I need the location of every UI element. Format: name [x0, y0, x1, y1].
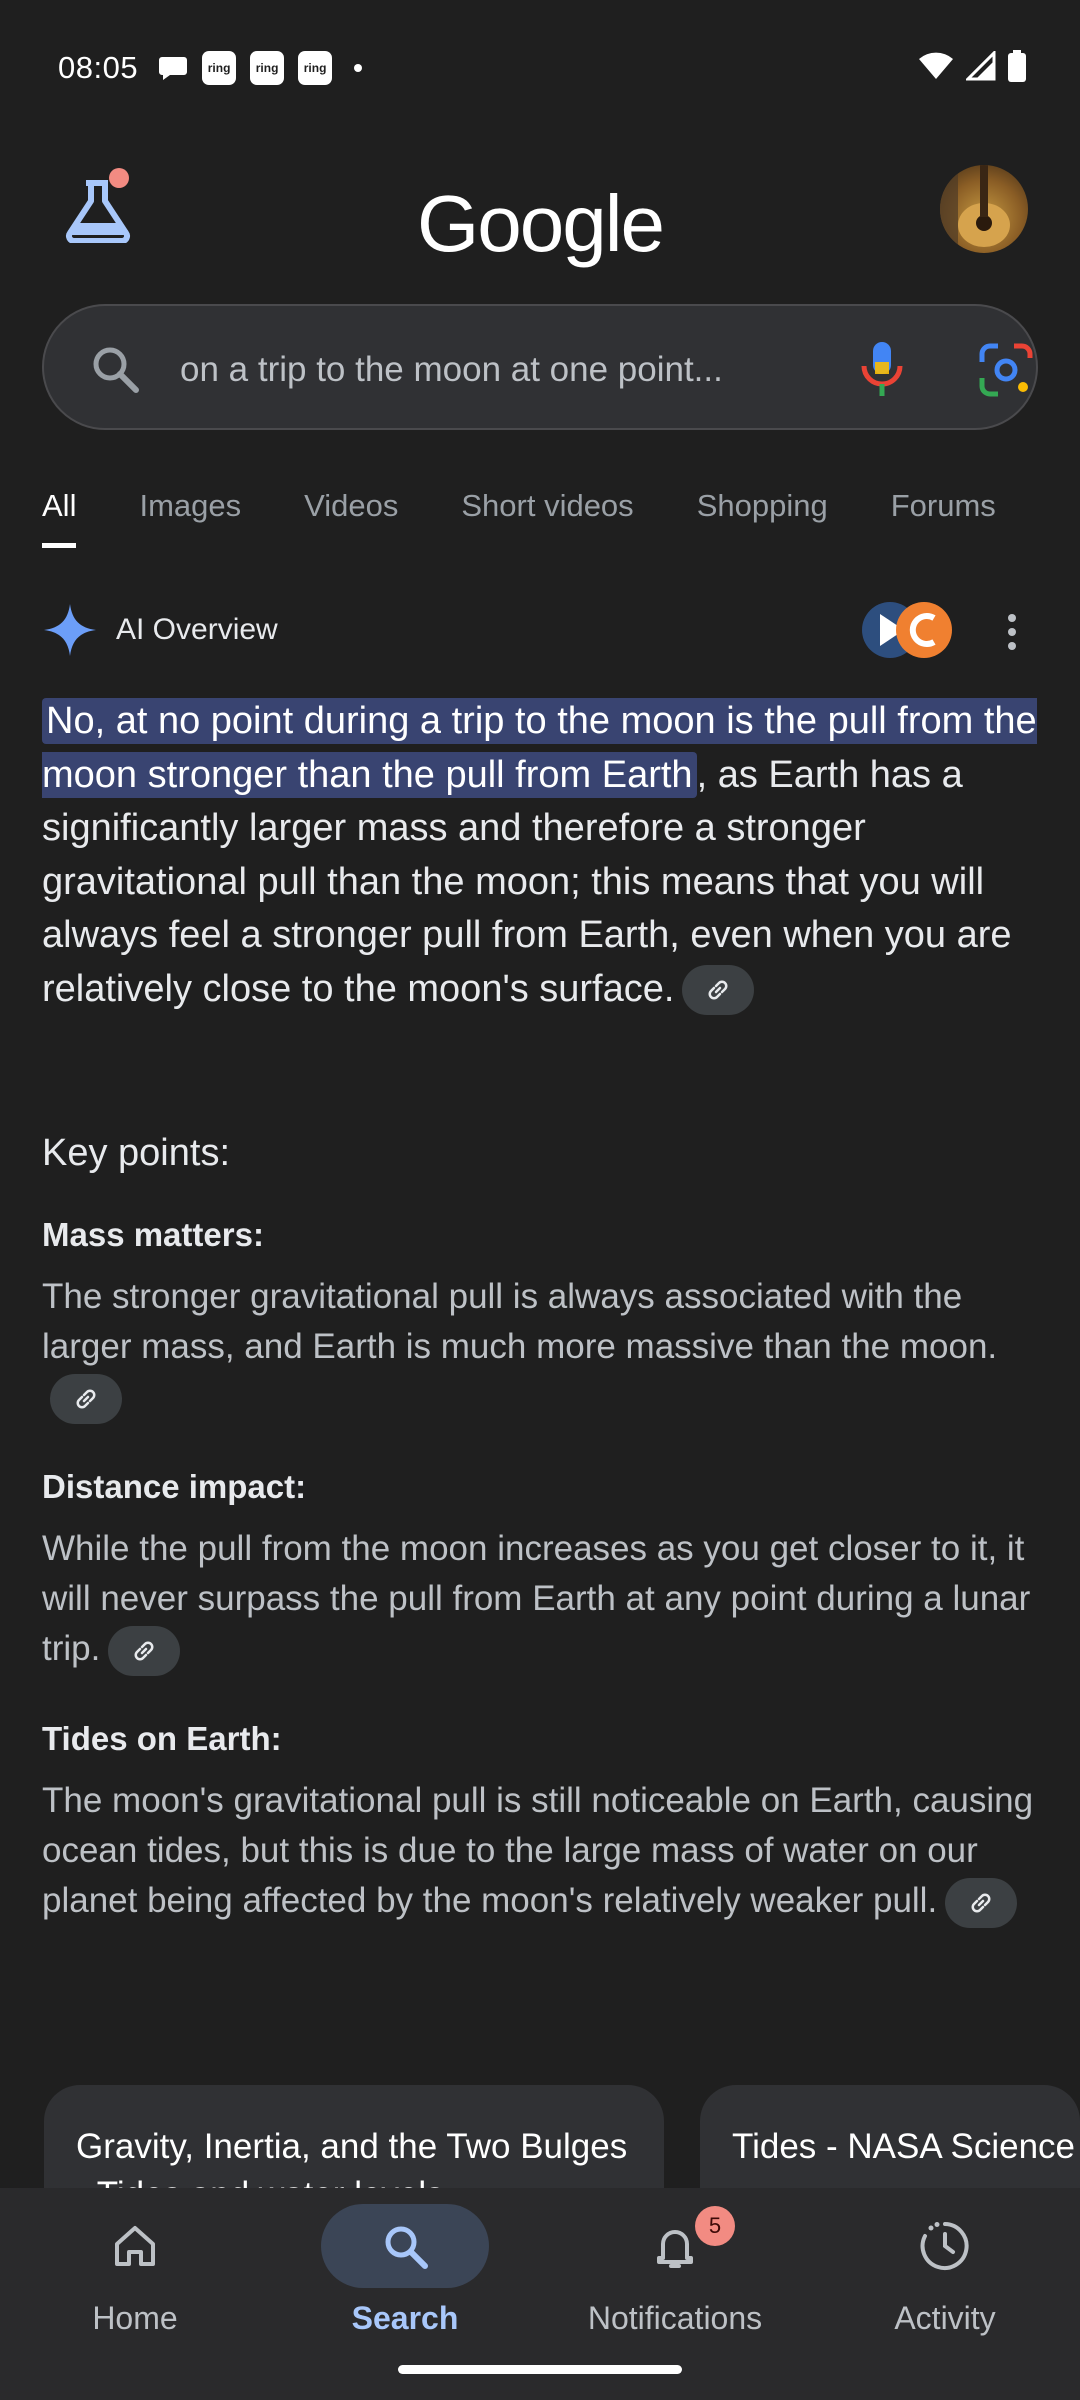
key-point-body — [42, 1272, 1052, 1424]
tab-videos[interactable]: Videos — [304, 488, 399, 523]
key-point-body — [42, 1776, 1052, 1928]
source-link-button[interactable] — [945, 1878, 1017, 1928]
ring-app-icon: ring — [298, 51, 332, 85]
nav-home[interactable] — [0, 2204, 270, 2337]
key-point — [42, 1216, 1052, 1424]
key-point — [42, 1720, 1052, 1928]
source-card[interactable]: Tides - NASA Science — [700, 2085, 1080, 2205]
search-tabs — [42, 488, 1059, 548]
nav-home-icon-wrap — [51, 2204, 219, 2288]
key-point — [42, 1468, 1052, 1676]
link-icon — [967, 1889, 995, 1917]
answer-text: , as Earth has a significantly larger mass and therefore a stronger gravitational pull than the moon; this means that you will always feel a stronger pull from Earth, even when you are relatively close to the moon's surface. — [42, 753, 1012, 1010]
source-link-button[interactable] — [682, 965, 754, 1015]
microphone-icon[interactable] — [854, 340, 910, 398]
more-options-icon[interactable] — [1004, 612, 1020, 652]
guitar-photo — [940, 165, 1028, 253]
nav-notifications[interactable] — [540, 2204, 810, 2337]
nav-label: Notifications — [587, 2300, 763, 2336]
google-lens-icon[interactable] — [978, 342, 1034, 398]
message-icon — [158, 55, 188, 81]
key-point-text: The moon's gravitational pull is still noticeable on Earth, causing ocean tides, but this is due to the large mass of water on our planet being affected by the moon's relatively weaker pull. — [42, 1781, 1034, 1920]
status-bar — [0, 0, 1080, 136]
home-icon — [111, 2222, 159, 2270]
bell-icon — [651, 2222, 699, 2270]
nav-activity[interactable] — [810, 2204, 1080, 2337]
nav-search-icon-wrap — [321, 2204, 489, 2288]
wifi-icon — [918, 51, 954, 81]
source-logos-icon[interactable] — [860, 600, 956, 660]
source-link-button[interactable] — [50, 1374, 122, 1424]
tab-all[interactable]: All — [42, 488, 76, 548]
search-input[interactable]: on a trip to the moon at one point... — [180, 350, 723, 389]
key-point-text: While the pull from the moon increases as you get closer to it, it will never surpass the pull from Earth at any point during a lunar trip. — [42, 1529, 1031, 1668]
search-box[interactable] — [42, 304, 1038, 430]
ai-sparkle-icon — [42, 602, 98, 658]
battery-icon — [1008, 50, 1026, 82]
answer-highlight: No, at no point during a trip to the moon is the pull from the moon stronger than the pull from Earth — [42, 700, 1037, 796]
key-points-title: Key points: — [42, 1132, 230, 1174]
tab-forums[interactable]: Forums — [890, 488, 996, 523]
nav-label: Search — [351, 2300, 459, 2336]
signal-icon — [966, 51, 996, 81]
link-icon — [704, 976, 732, 1004]
google-logo: Google — [417, 179, 663, 268]
source-link-button[interactable] — [108, 1626, 180, 1676]
ring-app-icon: ring — [250, 51, 284, 85]
link-icon — [72, 1385, 100, 1413]
key-point-title: Mass matters: — [42, 1216, 264, 1253]
link-icon — [130, 1637, 158, 1665]
notification-badge: 5 — [695, 2206, 735, 2246]
key-point-text: The stronger gravitational pull is always associated with the larger mass, and Earth is much more massive than the moon. — [42, 1277, 998, 1366]
nav-label: Activity — [894, 2300, 996, 2336]
notification-icons — [158, 51, 362, 85]
nav-search[interactable] — [270, 2204, 540, 2337]
more-notifications-dot — [354, 64, 362, 72]
key-point-body — [42, 1524, 1052, 1676]
tab-images[interactable]: Images — [139, 488, 242, 523]
search-icon — [90, 344, 140, 394]
tab-shopping[interactable]: Shopping — [696, 488, 828, 523]
nav-notifications-icon-wrap — [591, 2204, 759, 2288]
home-indicator[interactable] — [398, 2365, 682, 2374]
ai-answer — [42, 695, 1042, 1016]
avatar[interactable] — [940, 165, 1028, 253]
search-icon — [381, 2222, 429, 2270]
nav-label: Home — [92, 2300, 178, 2336]
key-point-title: Distance impact: — [42, 1468, 307, 1505]
tab-short-videos[interactable]: Short videos — [461, 488, 634, 523]
labs-flask-icon[interactable] — [64, 165, 136, 243]
activity-icon — [919, 2220, 971, 2272]
status-time: 08:05 — [58, 50, 139, 85]
nav-activity-icon-wrap — [861, 2204, 1029, 2288]
key-point-title: Tides on Earth: — [42, 1720, 282, 1757]
source-card[interactable]: Gravity, Inertia, and the Two Bulges — [44, 2085, 664, 2205]
ai-overview-header — [42, 600, 1042, 662]
system-icons — [918, 50, 1026, 82]
ring-app-icon: ring — [202, 51, 236, 85]
ai-overview-title: AI Overview — [116, 613, 278, 646]
